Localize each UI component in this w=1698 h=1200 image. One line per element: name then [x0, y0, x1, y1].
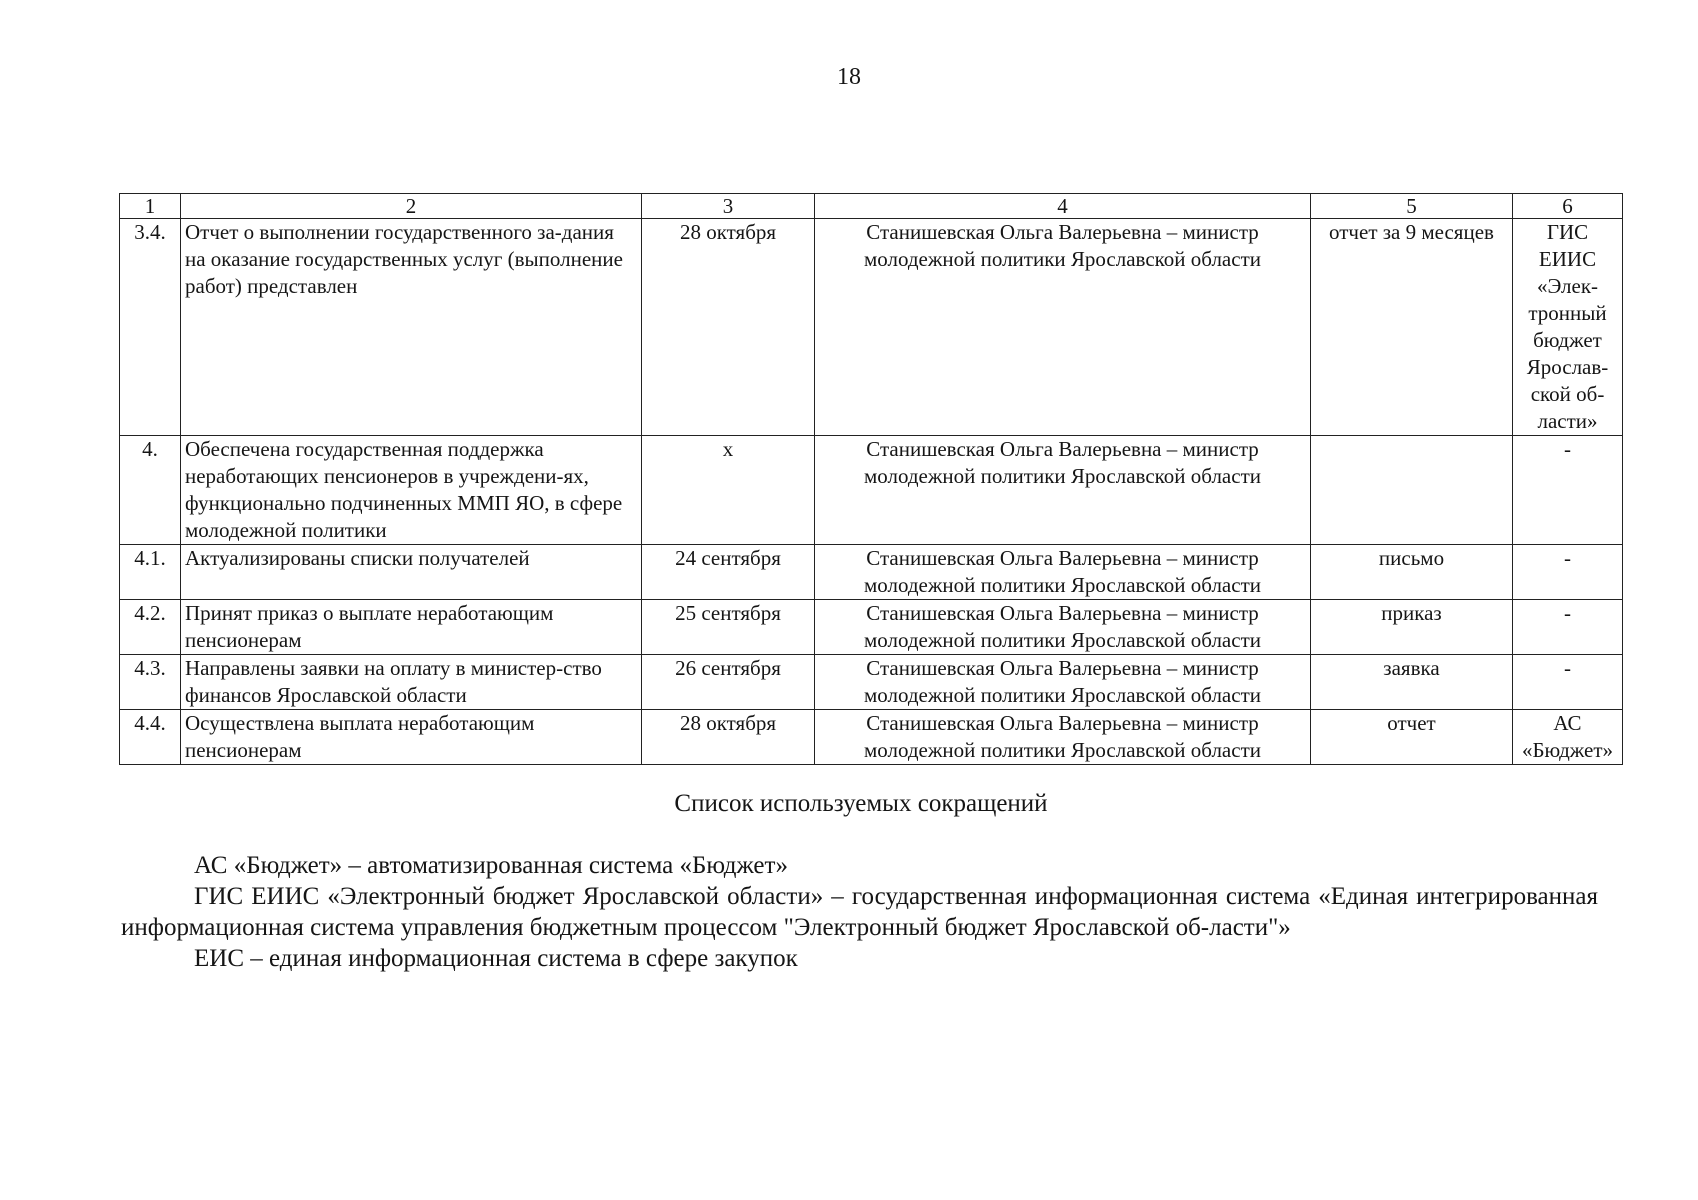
row-date: 25 сентября [642, 600, 815, 655]
abbreviations-list [121, 850, 1598, 974]
table-row [120, 219, 1623, 436]
row-responsible: Станишевская Ольга Валерьевна – министр молодежной политики Ярославской области [815, 600, 1311, 655]
row-system: - [1513, 436, 1623, 545]
abbreviations-title: Список используемых сокращений [674, 790, 1048, 817]
column-number-1: 1 [120, 194, 181, 219]
row-result: приказ [1311, 600, 1513, 655]
plan-table [119, 193, 1623, 765]
page-number: 18 [837, 64, 861, 90]
table-row [120, 545, 1623, 600]
row-result: отчет за 9 месяцев [1311, 219, 1513, 436]
row-date: 24 сентября [642, 545, 815, 600]
row-system: - [1513, 655, 1623, 710]
row-result: письмо [1311, 545, 1513, 600]
row-result [1311, 436, 1513, 545]
table-row [120, 436, 1623, 545]
abbreviation-item: ГИС ЕИИС «Электронный бюджет Ярославской области» – государственная информационная система «Единая интегрированная информационная система управления бюджетным процессом "Электронный бюджет Ярославской об-ласти"» [121, 883, 1598, 941]
column-number-6: 6 [1513, 194, 1623, 219]
row-task: Принят приказ о выплате неработающим пенсионерам [181, 600, 642, 655]
table-header-row [120, 194, 1623, 219]
row-responsible: Станишевская Ольга Валерьевна – министр молодежной политики Ярославской области [815, 436, 1311, 545]
row-date: 28 октября [642, 219, 815, 436]
row-result: заявка [1311, 655, 1513, 710]
row-number: 4.3. [120, 655, 181, 710]
row-system: ГИС ЕИИС «Элек-тронный бюджет Ярослав-ской об-ласти» [1513, 219, 1623, 436]
row-task: Осуществлена выплата неработающим пенсионерам [181, 710, 642, 765]
row-task: Обеспечена государственная поддержка неработающих пенсионеров в учреждени-ях, функционально подчиненных ММП ЯО, в сфере молодежной политики [181, 436, 642, 545]
column-number-5: 5 [1311, 194, 1513, 219]
row-number: 3.4. [120, 219, 181, 436]
row-system: - [1513, 545, 1623, 600]
row-responsible: Станишевская Ольга Валерьевна – министр молодежной политики Ярославской области [815, 710, 1311, 765]
row-system: АС «Бюджет» [1513, 710, 1623, 765]
row-number: 4.1. [120, 545, 181, 600]
table-row [120, 600, 1623, 655]
column-number-4: 4 [815, 194, 1311, 219]
row-date: х [642, 436, 815, 545]
row-task: Направлены заявки на оплату в министер-ство финансов Ярославской области [181, 655, 642, 710]
row-result: отчет [1311, 710, 1513, 765]
row-system: - [1513, 600, 1623, 655]
abbreviation-item: АС «Бюджет» – автоматизированная система «Бюджет» [194, 852, 788, 879]
row-number: 4.2. [120, 600, 181, 655]
table-row [120, 710, 1623, 765]
row-task: Отчет о выполнении государственного за-дания на оказание государственных услуг (выполнение работ) представлен [181, 219, 642, 436]
row-date: 26 сентября [642, 655, 815, 710]
column-number-3: 3 [642, 194, 815, 219]
row-responsible: Станишевская Ольга Валерьевна – министр молодежной политики Ярославской области [815, 545, 1311, 600]
abbreviation-item: ЕИС – единая информационная система в сфере закупок [194, 945, 798, 972]
row-date: 28 октября [642, 710, 815, 765]
row-responsible: Станишевская Ольга Валерьевна – министр молодежной политики Ярославской области [815, 655, 1311, 710]
column-number-2: 2 [181, 194, 642, 219]
row-responsible: Станишевская Ольга Валерьевна – министр молодежной политики Ярославской области [815, 219, 1311, 436]
row-number: 4. [120, 436, 181, 545]
row-number: 4.4. [120, 710, 181, 765]
table-row [120, 655, 1623, 710]
row-task: Актуализированы списки получателей [181, 545, 642, 600]
